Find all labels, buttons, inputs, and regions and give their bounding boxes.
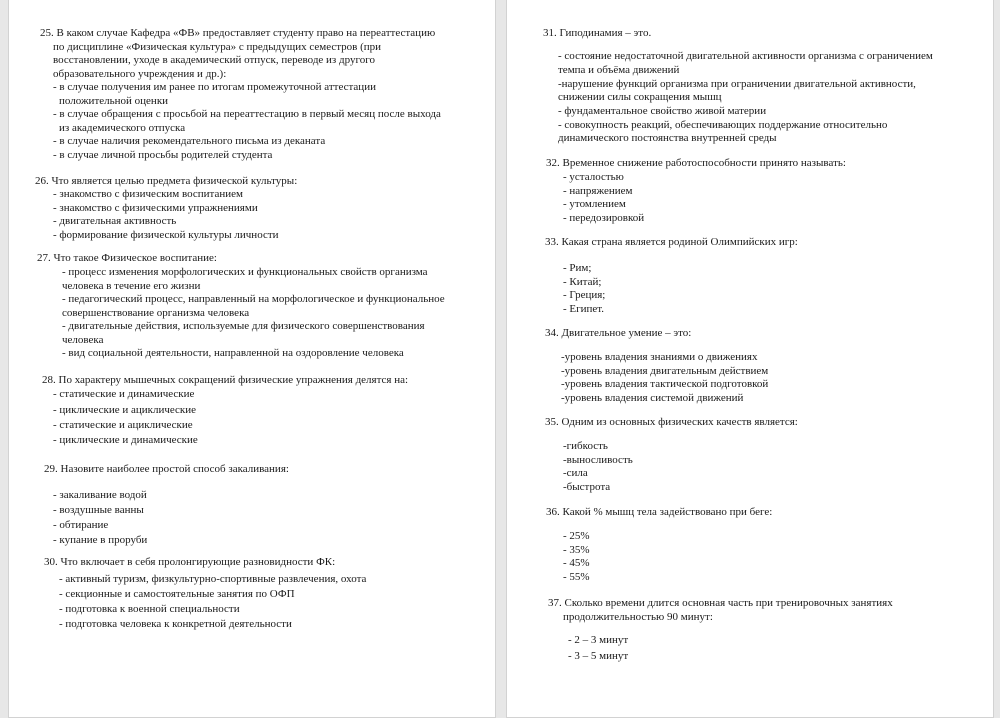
answer-option: - в случае личной просьбы родителей студента — [53, 148, 273, 161]
answer-option: -выносливость — [563, 453, 633, 466]
answer-option: - состояние недостаточной двигательной активности организма с ограничением темпа и объёма движений — [558, 50, 933, 76]
answer-option: -гибкость — [563, 440, 608, 453]
answer-options — [558, 50, 933, 146]
answer-option: - совокупность реакций, обеспечивающих поддержание относительно динамического постоянства внутренней среды — [558, 118, 888, 145]
answer-option: - утомлением — [563, 198, 626, 211]
answer-option: -уровень владения системой движений — [561, 391, 744, 404]
answer-option: - 2 – 3 минут — [568, 634, 629, 647]
question-title: 36. Какой % мышц тела задействовано при беге: — [546, 506, 773, 518]
answer-option: - 25% — [563, 530, 590, 543]
answer-option: - в случае наличия рекомендательного письма из деканата — [53, 135, 326, 148]
answer-option: - секционные и самостоятельные занятия по ОФП — [59, 587, 295, 600]
answer-options — [563, 440, 633, 494]
answer-option: - 35% — [563, 543, 590, 556]
answer-options — [62, 266, 445, 361]
question-title: 26. Что является целью предмета физической культуры: — [35, 175, 298, 187]
answer-option: - закаливание водой — [53, 488, 147, 501]
question-title: 35. Одним из основных физических качеств является: — [545, 416, 798, 428]
question-title: 33. Какая страна является родиной Олимпийских игр: — [545, 236, 798, 248]
answer-option: - Египет. — [563, 302, 605, 315]
answer-option: - Китай; — [563, 275, 602, 288]
answer-options — [563, 530, 590, 584]
answer-options — [561, 351, 768, 405]
document-page-right — [506, 0, 994, 718]
answer-option: - циклические и ациклические — [53, 403, 197, 416]
answer-option: -сила — [563, 467, 588, 480]
answer-option: - передозировкой — [563, 211, 645, 224]
answer-option: - в случае обращения с просьбой на переаттестацию в первый месяц после выхода из академического отпуска — [53, 108, 441, 134]
answer-option: - статические и ациклические — [53, 418, 193, 431]
answer-options — [59, 572, 366, 632]
answer-option: - активный туризм, физкультурно-спортивные развлечения, охота — [59, 572, 367, 585]
answer-option: - фундаментальное свойство живой материи — [558, 104, 767, 117]
answer-option: - вид социальной деятельности, направленной на оздоровление человека — [62, 347, 404, 360]
answer-option: - в случае получения им ранее по итогам промежуточной аттестации положительной оценки — [53, 81, 376, 107]
answer-option: - подготовка к военной специальности — [59, 602, 240, 615]
question-title: 28. По характеру мышечных сокращений физические упражнения делятся на: — [42, 374, 409, 386]
document-page-left — [8, 0, 496, 718]
answer-option: - двигательная активность — [53, 215, 177, 228]
answer-option: - 45% — [563, 557, 590, 570]
answer-option: - процесс изменения морфологических и функциональных свойств организма человека в течение его жизни — [62, 266, 428, 292]
question-title: 27. Что такое Физическое воспитание: — [37, 252, 217, 264]
answer-options — [53, 488, 147, 548]
question-title: 31. Гиподинамия – это. — [543, 27, 652, 39]
answer-option: -уровень владения двигательным действием — [561, 364, 769, 377]
answer-option: - обтирание — [53, 518, 109, 531]
answer-options — [53, 387, 198, 448]
answer-option: - знакомство с физическим воспитанием — [53, 188, 244, 201]
answer-option: - усталостью — [563, 171, 624, 184]
answer-option: - воздушные ванны — [53, 503, 144, 516]
answer-option: - циклические и динамические — [53, 434, 198, 447]
answer-option: - статические и динамические — [53, 388, 195, 401]
answer-option: - двигательные действия, используемые для физического совершенствования человека — [62, 320, 425, 346]
answer-option: - Рим; — [563, 262, 592, 275]
answer-options — [568, 633, 628, 664]
answer-option: - напряжением — [563, 184, 633, 197]
answer-option: - подготовка человека к конкретной деятельности — [59, 617, 292, 630]
question-title: 32. Временное снижение работоспособности принято называть: — [546, 157, 846, 169]
answer-option: - 3 – 5 минут — [568, 649, 629, 662]
question-title: 25. В каком случае Кафедра «ФВ» предоставляет студенту право на переаттестацию по дисциплине «Физическая культура» с предыдущих семестров (при восстановлении, уходе в академический отпуск, переводе из другого образовательного учреждения и др.): — [40, 27, 436, 80]
question-title: 29. Назовите наиболее простой способ закаливания: — [44, 463, 289, 475]
answer-option: -нарушение функций организма при ограничении двигательной активности, снижении силы сокращения мышц — [558, 77, 916, 104]
question-title: 30. Что включает в себя пролонгирующие разновидности ФК: — [44, 556, 336, 568]
answer-options — [53, 188, 279, 242]
question-title: 34. Двигательное умение – это: — [545, 327, 692, 339]
answer-option: - формирование физической культуры личности — [53, 228, 279, 241]
answer-option: -уровень владения знаниями о движениях — [561, 351, 758, 364]
question-title: 37. Сколько времени длится основная часть при тренировочных занятиях продолжительностью 90 минут: — [548, 597, 893, 623]
answer-option: -быстрота — [563, 480, 611, 493]
answer-options — [563, 171, 644, 225]
answer-option: - педагогический процесс, направленный на морфологическое и функциональное совершенствование организма человека — [62, 293, 445, 319]
answer-options — [563, 262, 605, 316]
answer-option: - знакомство с физическими упражнениями — [53, 201, 258, 214]
answer-option: -уровень владения тактической подготовкой — [561, 378, 769, 391]
answer-option: - 55% — [563, 570, 590, 583]
answer-option: - Греция; — [563, 289, 606, 302]
answer-option: - купание в проруби — [53, 533, 148, 546]
answer-options — [53, 81, 441, 162]
